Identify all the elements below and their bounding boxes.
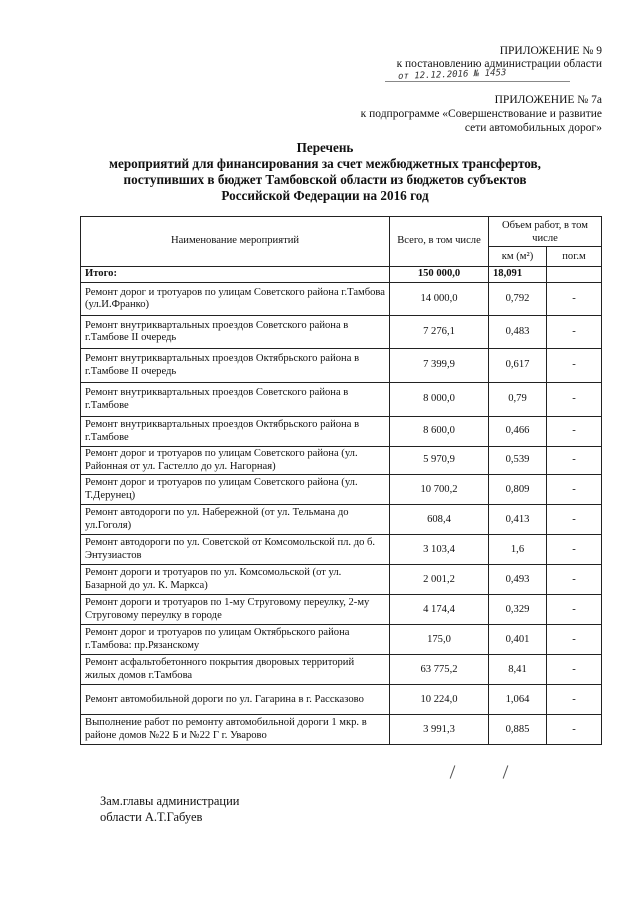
table-row	[81, 383, 602, 417]
total-pog	[547, 267, 602, 283]
row-km: 0,539	[489, 447, 547, 475]
row-km: 0,792	[489, 283, 547, 316]
row-sum: 63 775,2	[390, 655, 489, 685]
row-name: Ремонт внутриквартальных проездов Октябрьского района в г.Тамбове II очередь	[81, 349, 390, 383]
row-pog: -	[547, 685, 602, 715]
handwritten-date: от 12.12.2016 № 1453	[397, 68, 507, 82]
row-sum: 608,4	[390, 505, 489, 535]
row-km: 0,329	[489, 595, 547, 625]
row-km: 0,466	[489, 417, 547, 447]
row-pog: -	[547, 625, 602, 655]
row-name: Ремонт автодороги по ул. Набережной (от ул. Тельмана до ул.Гоголя)	[81, 505, 390, 535]
table-row	[81, 447, 602, 475]
row-sum: 4 174,4	[390, 595, 489, 625]
row-sum: 5 970,9	[390, 447, 489, 475]
row-sum: 8 000,0	[390, 383, 489, 417]
row-pog: -	[547, 447, 602, 475]
row-km: 1,6	[489, 535, 547, 565]
row-name: Ремонт автодороги по ул. Советской от Комсомольской пл. до б. Энтузиастов	[81, 535, 390, 565]
row-name: Ремонт асфальтобетонного покрытия дворовых территорий жилых домов г.Тамбова	[81, 655, 390, 685]
title-line-1: Перечень	[296, 140, 354, 155]
table-row	[81, 316, 602, 349]
row-name: Ремонт внутриквартальных проездов Октябрьского района в г.Тамбове	[81, 417, 390, 447]
table-row	[81, 417, 602, 447]
header-name: Наименование мероприятий	[81, 217, 390, 267]
title-line-2: мероприятий для финансирования за счет межбюджетных трансфертов,	[109, 156, 541, 171]
subprogram-line-2: сети автомобильных дорог»	[464, 122, 602, 134]
row-pog: -	[547, 349, 602, 383]
row-name: Ремонт автомобильной дороги по ул. Гагарина в г. Рассказово	[81, 685, 390, 715]
subprogram-line-1: к подпрограмме «Совершенствование и развитие	[360, 108, 602, 120]
title-line-3: поступивших в бюджет Тамбовской области из бюджетов субъектов	[123, 172, 527, 187]
initial-mark	[503, 765, 509, 778]
header-volume: Объем работ, в том числе	[489, 217, 602, 247]
handwritten-underline	[385, 81, 570, 82]
header-km: км (м²)	[489, 247, 547, 267]
total-label: Итого:	[81, 267, 390, 283]
row-sum: 10 224,0	[390, 685, 489, 715]
row-pog: -	[547, 417, 602, 447]
appendix-7a-label: ПРИЛОЖЕНИЕ № 7а	[494, 94, 602, 106]
row-km: 0,493	[489, 565, 547, 595]
row-sum: 7 276,1	[390, 316, 489, 349]
table-row	[81, 475, 602, 505]
table-row	[81, 535, 602, 565]
row-km: 0,413	[489, 505, 547, 535]
row-km: 1,064	[489, 685, 547, 715]
row-pog: -	[547, 655, 602, 685]
row-km: 0,401	[489, 625, 547, 655]
row-name: Ремонт дорог и тротуаров по улицам Советского района (ул. Т.Дерунец)	[81, 475, 390, 505]
row-name: Ремонт дороги и тротуаров по ул. Комсомольской (от ул. Базарной до ул. К. Маркса)	[81, 565, 390, 595]
total-row	[81, 267, 602, 283]
table-row	[81, 595, 602, 625]
row-pog: -	[547, 383, 602, 417]
signature-name: области А.Т.Габуев	[100, 810, 203, 824]
row-km: 0,809	[489, 475, 547, 505]
row-km: 0,885	[489, 715, 547, 745]
row-name: Выполнение работ по ремонту автомобильной дороги 1 мкр. в районе домов №22 Б и №22 Г г. Уварово	[81, 715, 390, 745]
title-line-4: Российской Федерации на 2016 год	[221, 188, 429, 203]
row-pog: -	[547, 565, 602, 595]
row-km: 0,483	[489, 316, 547, 349]
row-sum: 3 103,4	[390, 535, 489, 565]
row-pog: -	[547, 505, 602, 535]
table-row	[81, 505, 602, 535]
row-name: Ремонт внутриквартальных проездов Советского района в г.Тамбове II очередь	[81, 316, 390, 349]
row-sum: 7 399,9	[390, 349, 489, 383]
table-row	[81, 685, 602, 715]
initial-mark	[450, 765, 456, 778]
row-sum: 10 700,2	[390, 475, 489, 505]
row-sum: 14 000,0	[390, 283, 489, 316]
measures-table	[80, 216, 602, 745]
row-pog: -	[547, 475, 602, 505]
table-row	[81, 625, 602, 655]
table-row	[81, 565, 602, 595]
row-pog: -	[547, 535, 602, 565]
row-pog: -	[547, 316, 602, 349]
row-name: Ремонт дорог и тротуаров по улицам Советского района (ул. Районная от ул. Гастелло до ул. Нагорная)	[81, 447, 390, 475]
row-name: Ремонт дорог и тротуаров по улицам Октябрьского района г.Тамбова: пр.Рязанскому	[81, 625, 390, 655]
row-pog: -	[547, 595, 602, 625]
table-row	[81, 349, 602, 383]
resolution-label: к постановлению администрации области	[396, 58, 602, 70]
row-pog: -	[547, 283, 602, 316]
row-name: Ремонт внутриквартальных проездов Советского района в г.Тамбове	[81, 383, 390, 417]
table-row	[81, 655, 602, 685]
row-sum: 8 600,0	[390, 417, 489, 447]
row-pog: -	[547, 715, 602, 745]
row-km: 8,41	[489, 655, 547, 685]
row-km: 0,617	[489, 349, 547, 383]
table-row	[81, 715, 602, 745]
header-total: Всего, в том числе	[390, 217, 489, 267]
total-sum: 150 000,0	[390, 267, 489, 283]
row-sum: 175,0	[390, 625, 489, 655]
signature-title: Зам.главы администрации	[100, 794, 240, 808]
row-name: Ремонт дорог и тротуаров по улицам Советского района г.Тамбова (ул.И.Франко)	[81, 283, 390, 316]
appendix-9-label: ПРИЛОЖЕНИЕ № 9	[499, 45, 602, 57]
row-name: Ремонт дороги и тротуаров по 1-му Струговому переулку, 2-му Струговому переулку в городе	[81, 595, 390, 625]
row-sum: 3 991,3	[390, 715, 489, 745]
row-sum: 2 001,2	[390, 565, 489, 595]
header-pog: пог.м	[547, 247, 602, 267]
table-row	[81, 283, 602, 316]
total-km: 18,091	[489, 267, 547, 283]
row-km: 0,79	[489, 383, 547, 417]
